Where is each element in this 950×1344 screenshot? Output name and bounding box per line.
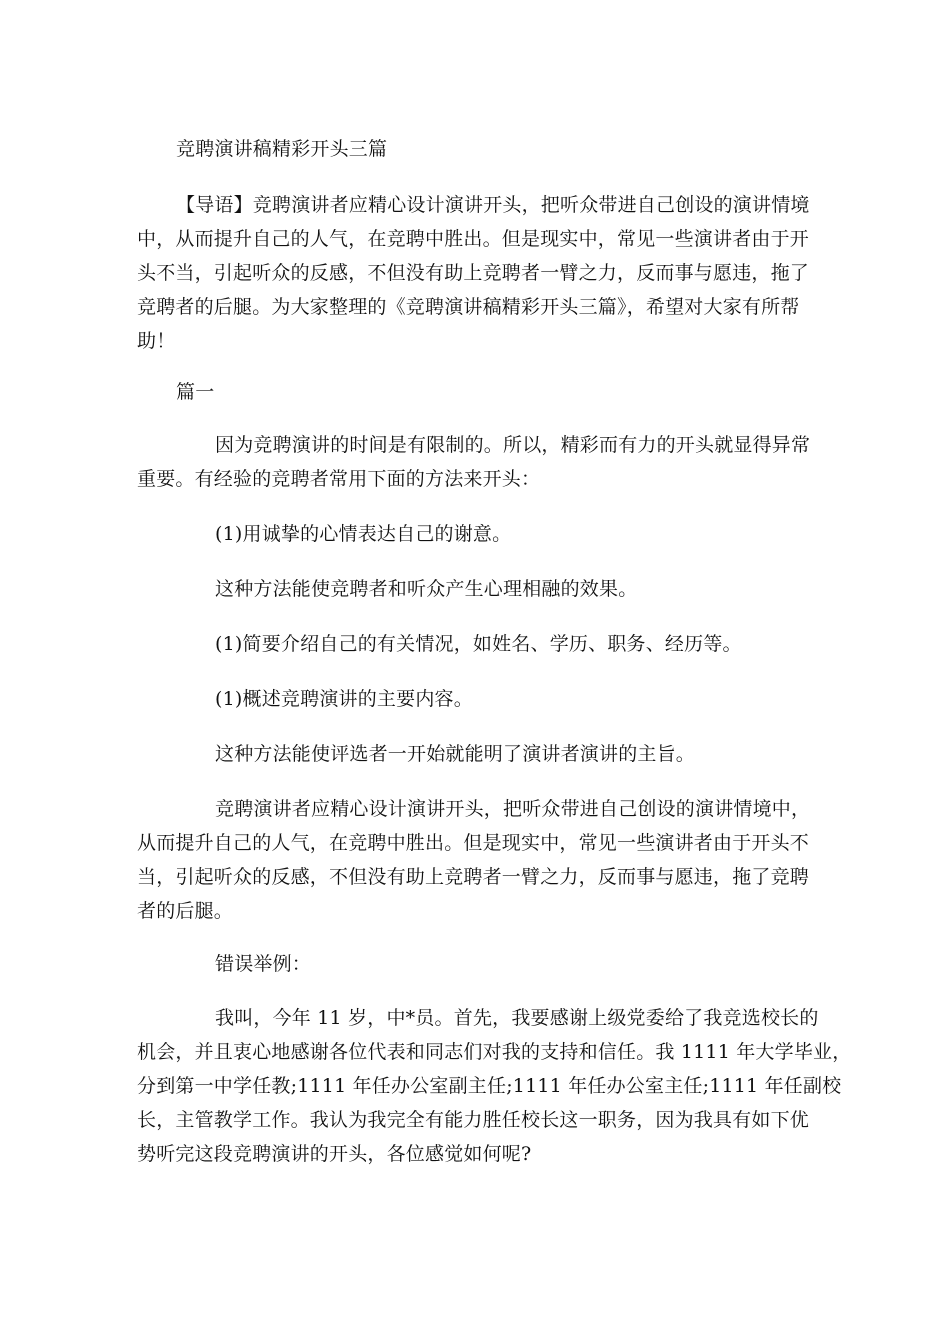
paragraph-line: 分到第一中学任教;1111 年任办公室副主任;1111 年任办公室主任;1111 年任副校 (137, 1075, 842, 1097)
intro-line: 【导语】竞聘演讲者应精心设计演讲开头，把听众带进自己创设的演讲情境 (176, 194, 810, 216)
paragraph-line: 从而提升自己的人气，在竞聘中胜出。但是现实中，常见一些演讲者由于开头不 (137, 832, 810, 854)
paragraph-line: 竞聘演讲者应精心设计演讲开头，把听众带进自己创设的演讲情境中， (215, 798, 811, 820)
list-item-note: 这种方法能使评选者一开始就能明了演讲者演讲的主旨。 (215, 743, 696, 765)
list-item: (1)用诚挚的心情表达自己的谢意。 (215, 523, 512, 545)
paragraph-line: 长，主管教学工作。我认为我完全有能力胜任校长这一职务，因为我具有如下优 (137, 1109, 810, 1131)
intro-line: 竞聘者的后腿。为大家整理的《竞聘演讲稿精彩开头三篇》，希望对大家有所帮 (137, 296, 800, 318)
intro-line: 助！ (137, 330, 176, 352)
list-item: (1)简要介绍自己的有关情况，如姓名、学历、职务、经历等。 (215, 633, 742, 655)
paragraph-line: 当，引起听众的反感，不但没有助上竞聘者一臂之力，反而事与愿违，拖了竞聘 (137, 866, 810, 888)
section-heading: 篇一 (176, 381, 215, 403)
paragraph-line: 因为竞聘演讲的时间是有限制的。所以，精彩而有力的开头就显得异常 (215, 434, 811, 456)
paragraph-line: 我叫，今年 11 岁，中*员。首先，我要感谢上级党委给了我竞选校长的 (215, 1007, 819, 1029)
wrong-example-label: 错误举例： (215, 953, 312, 975)
paragraph-line: 势听完这段竞聘演讲的开头，各位感觉如何呢? (137, 1143, 532, 1165)
list-item-note: 这种方法能使竞聘者和听众产生心理相融的效果。 (215, 578, 638, 600)
intro-line: 中，从而提升自己的人气，在竞聘中胜出。但是现实中，常见一些演讲者由于开 (137, 228, 810, 250)
list-item: (1)概述竞聘演讲的主要内容。 (215, 688, 473, 710)
intro-line: 头不当，引起听众的反感，不但没有助上竞聘者一臂之力，反而事与愿违，拖了 (137, 262, 810, 284)
paragraph-line: 者的后腿。 (137, 900, 234, 922)
paragraph-line: 机会，并且衷心地感谢各位代表和同志们对我的支持和信任。我 1111 年大学毕业， (137, 1041, 852, 1063)
paragraph-line: 重要。有经验的竞聘者常用下面的方法来开头： (137, 468, 541, 490)
document-title: 竞聘演讲稿精彩开头三篇 (176, 138, 388, 160)
